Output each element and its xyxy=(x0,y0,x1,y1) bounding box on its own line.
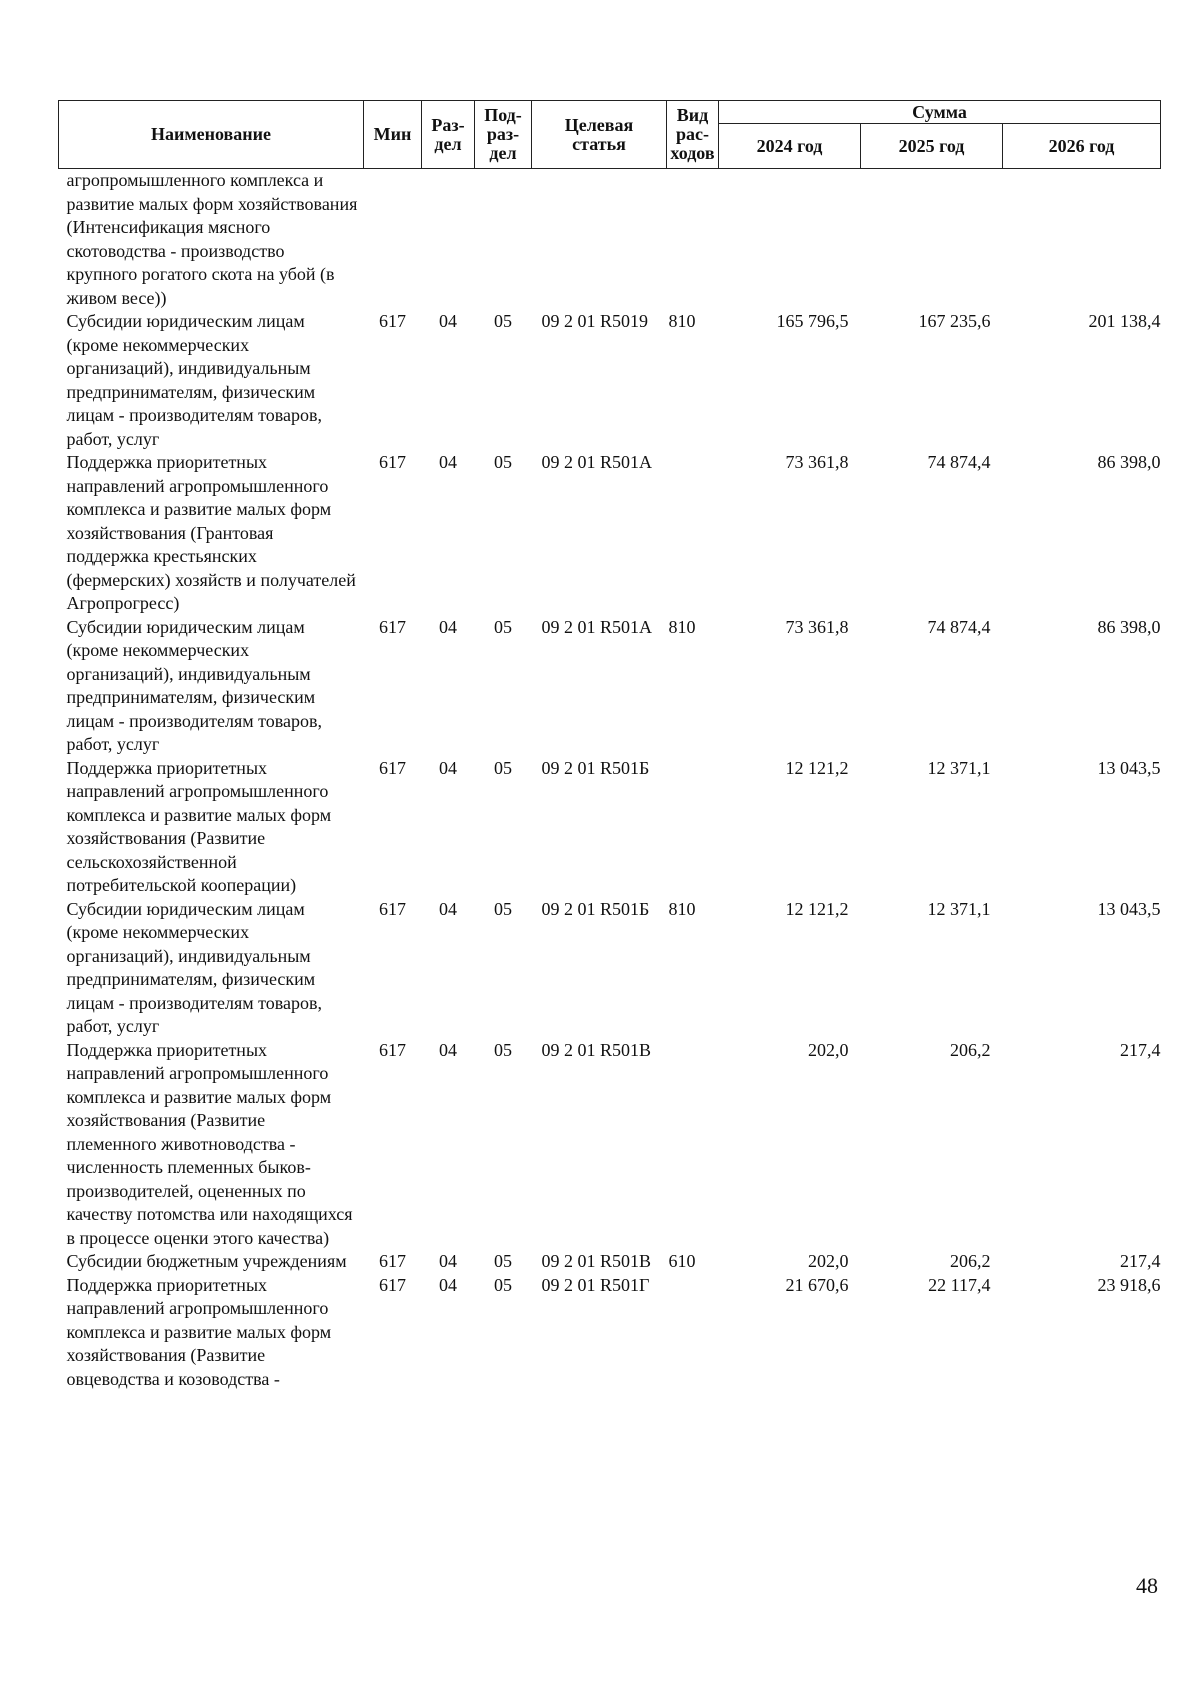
cell-name: Поддержка приоритетных направлений агропромышленного комплекса и развитие малых форм хозяйствования (Развитие овцеводства и козоводства - xyxy=(66,1274,332,1389)
cell-sum-2026: 217,4 xyxy=(1120,1039,1161,1060)
header-podrazdel: Под- раз- дел xyxy=(475,101,532,169)
cell-min: 617 xyxy=(379,452,406,472)
cell-sum-2024: 12 121,2 xyxy=(785,898,849,919)
cell-sum-2026 xyxy=(1003,169,1161,311)
header-min: Мин xyxy=(364,101,422,169)
table-row xyxy=(59,451,1161,616)
cell-sum-2024 xyxy=(719,169,861,311)
cell-target-article xyxy=(532,169,667,311)
budget-table xyxy=(58,100,1161,1391)
cell-razdel: 04 xyxy=(439,757,457,778)
cell-min: 617 xyxy=(379,898,406,919)
cell-expense-type xyxy=(667,757,719,898)
cell-sum-2024: 21 670,6 xyxy=(785,1274,849,1295)
table-row xyxy=(59,1250,1161,1274)
cell-razdel xyxy=(422,169,475,311)
cell-expense-type xyxy=(667,451,719,616)
cell-razdel: 04 xyxy=(439,1251,457,1271)
table-row xyxy=(59,1039,1161,1251)
cell-target-article: 09 2 01 R5019 xyxy=(541,311,649,331)
cell-podrazdel: 05 xyxy=(494,757,512,778)
page-number: 48 xyxy=(1136,1573,1158,1598)
cell-min: 617 xyxy=(379,757,406,778)
cell-sum-2026: 13 043,5 xyxy=(1097,898,1161,919)
table-row xyxy=(59,169,1161,311)
header-year-2025: 2025 год xyxy=(861,124,1003,169)
cell-sum-2025: 167 235,6 xyxy=(918,311,991,331)
cell-name: Поддержка приоритетных направлений агропромышленного комплекса и развитие малых форм хозяйствования (Развитие племенного животноводства - численность племенных быков-производителей, оцененных по качеству потомства или находящихся в процессе оценки этого качества) xyxy=(66,1039,353,1248)
cell-expense-type: 810 xyxy=(668,311,696,331)
table-row xyxy=(59,1274,1161,1392)
table-row xyxy=(59,616,1161,757)
cell-name: Субсидии юридическим лицам (кроме некоммерческих организаций), индивидуальным предпринимателям, физическим лицам - производителям товаров, работ, услуг xyxy=(66,616,323,754)
cell-sum-2024: 165 796,5 xyxy=(776,311,849,331)
header-name: Наименование xyxy=(59,101,364,169)
cell-razdel: 04 xyxy=(439,1039,457,1060)
cell-name: Поддержка приоритетных направлений агропромышленного комплекса и развитие малых форм хозяйствования (Грантовая поддержка крестьянских (фермерских) хозяйств и получателей Агропрогресс) xyxy=(66,452,356,613)
cell-podrazdel: 05 xyxy=(494,1039,512,1060)
cell-target-article: 09 2 01 R501А xyxy=(541,452,653,472)
cell-sum-2026: 86 398,0 xyxy=(1097,616,1161,637)
cell-expense-type: 810 xyxy=(668,616,696,637)
cell-podrazdel: 05 xyxy=(494,1251,512,1271)
cell-target-article: 09 2 01 R501Б xyxy=(541,898,650,919)
cell-sum-2025 xyxy=(861,169,1003,311)
cell-razdel: 04 xyxy=(439,452,457,472)
cell-sum-2025: 22 117,4 xyxy=(928,1274,991,1295)
cell-razdel: 04 xyxy=(439,616,457,637)
cell-sum-2024: 73 361,8 xyxy=(785,452,849,472)
cell-podrazdel: 05 xyxy=(494,616,512,637)
cell-expense-type xyxy=(667,1039,719,1251)
cell-target-article: 09 2 01 R501Г xyxy=(541,1274,650,1295)
cell-expense-type: 610 xyxy=(668,1251,696,1271)
table-header xyxy=(59,101,1161,169)
cell-sum-2026: 86 398,0 xyxy=(1097,452,1161,472)
cell-name: Субсидии юридическим лицам (кроме некоммерческих организаций), индивидуальным предпринимателям, физическим лицам - производителям товаров, работ, услуг xyxy=(66,311,323,449)
cell-podrazdel: 05 xyxy=(494,311,512,331)
cell-razdel: 04 xyxy=(439,311,457,331)
cell-min: 617 xyxy=(379,616,406,637)
header-target-article: Целевая статья xyxy=(532,101,667,169)
cell-name: Субсидии юридическим лицам (кроме некоммерческих организаций), индивидуальным предпринимателям, физическим лицам - производителям товаров, работ, услуг xyxy=(66,898,323,1036)
table-body xyxy=(59,169,1161,1392)
cell-expense-type: 810 xyxy=(668,898,696,919)
header-razdel: Раз- дел xyxy=(422,101,475,169)
cell-name: агропромышленного комплекса и развитие малых форм хозяйствования (Интенсификация мясного скотоводства - производство крупного рогатого скота на убой (в живом весе)) xyxy=(66,170,358,308)
cell-podrazdel xyxy=(475,169,532,311)
cell-podrazdel: 05 xyxy=(494,1274,512,1295)
table-row xyxy=(59,757,1161,898)
cell-sum-2026: 23 918,6 xyxy=(1097,1274,1161,1295)
cell-min: 617 xyxy=(379,1274,406,1295)
cell-expense-type xyxy=(667,169,719,311)
cell-target-article: 09 2 01 R501В xyxy=(541,1039,652,1060)
cell-sum-2026: 217,4 xyxy=(1120,1251,1161,1271)
header-year-2026: 2026 год xyxy=(1003,124,1161,169)
cell-min: 617 xyxy=(379,1039,406,1060)
cell-razdel: 04 xyxy=(439,1274,457,1295)
cell-sum-2024: 202,0 xyxy=(808,1039,849,1060)
cell-min: 617 xyxy=(379,311,406,331)
cell-sum-2025: 74 874,4 xyxy=(927,452,991,472)
header-year-2024: 2024 год xyxy=(719,124,861,169)
table-row xyxy=(59,310,1161,451)
table-row xyxy=(59,898,1161,1039)
cell-name: Поддержка приоритетных направлений агропромышленного комплекса и развитие малых форм хозяйствования (Развитие сельскохозяйственной потребительской кооперации) xyxy=(66,757,332,895)
cell-podrazdel: 05 xyxy=(494,898,512,919)
cell-sum-2025: 12 371,1 xyxy=(927,898,991,919)
header-summa: Сумма xyxy=(719,101,1161,124)
cell-sum-2025: 74 874,4 xyxy=(927,616,991,637)
cell-sum-2026: 13 043,5 xyxy=(1097,757,1161,778)
cell-min: 617 xyxy=(379,1251,406,1271)
cell-name: Субсидии бюджетным учреждениям xyxy=(66,1251,347,1271)
cell-sum-2024: 73 361,8 xyxy=(785,616,849,637)
cell-sum-2025: 206,2 xyxy=(950,1251,991,1271)
cell-podrazdel: 05 xyxy=(494,452,512,472)
cell-razdel: 04 xyxy=(439,898,457,919)
cell-sum-2025: 12 371,1 xyxy=(927,757,991,778)
cell-sum-2024: 12 121,2 xyxy=(785,757,849,778)
cell-target-article: 09 2 01 R501А xyxy=(541,616,653,637)
cell-sum-2026: 201 138,4 xyxy=(1088,311,1161,331)
cell-min xyxy=(364,169,422,311)
cell-target-article: 09 2 01 R501В xyxy=(541,1251,652,1271)
header-expense-type: Вид рас- ходов xyxy=(667,101,719,169)
cell-sum-2024: 202,0 xyxy=(808,1251,849,1271)
cell-expense-type xyxy=(667,1274,719,1392)
cell-target-article: 09 2 01 R501Б xyxy=(541,757,650,778)
cell-sum-2025: 206,2 xyxy=(950,1039,991,1060)
